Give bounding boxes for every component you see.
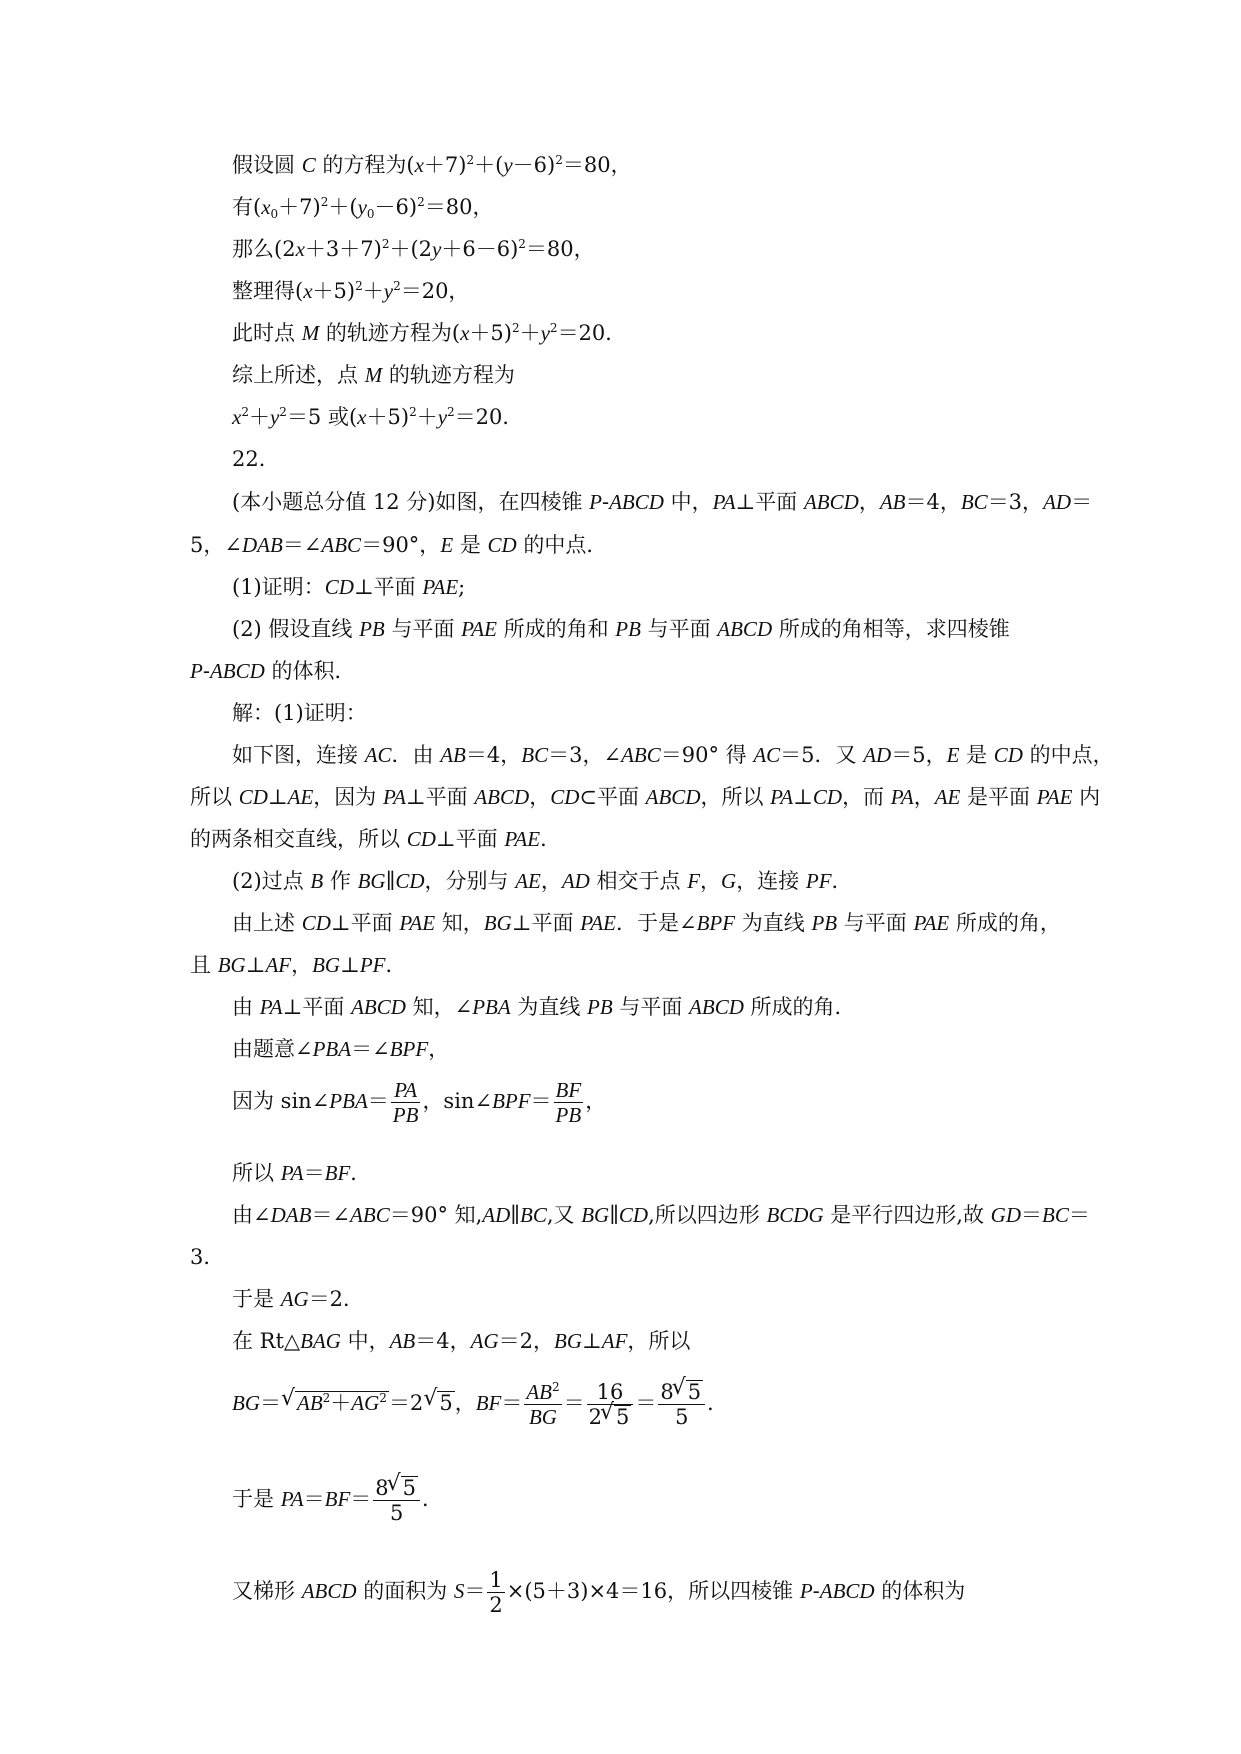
text-line: 于是 AG＝2． [232,1287,365,1311]
problem-number: 22． [232,447,280,471]
text-line: $x^2+y^2=5$ 或$(x+5)^2+y^2=20$． [232,405,524,429]
text-line: 由题意∠PBA＝∠BPF， [232,1037,450,1061]
text-line: 整理得$(x+5)^2+y^2=20$， [232,279,470,303]
text-line: 有$(x_0+7)^2+(y_0-6)^2=80$， [232,195,494,221]
text-line: BG＝√ $AB^2+AG^2=2√$ 5，BF＝ $\frac{AB^2}{BG}$ ＝ $\frac{16}{2√ 5}$ ＝ $\frac{8√ 5}{5}$ ． [232,1380,728,1429]
text-line: 于是 PA＝BF＝ $\frac{8√ 5}{5}$ ． [232,1476,443,1525]
text-line: 如下图，连接 AC．由 AB＝4，BC＝3，∠ABC＝90° 得 AC＝5．又 AD＝5，E 是 CD 的中点， [232,743,1114,767]
text-line: (1)证明：CD⊥平面 PAE; [232,575,466,599]
text-line: 所以 PA＝BF． [232,1161,372,1185]
text-line: 由 PA⊥平面 ABCD 知，∠PBA 为直线 PB 与平面 ABCD 所成的角． [232,995,856,1019]
text-line: 3． [190,1245,225,1269]
text-line: 因为 sin∠PBA＝ $\frac{PA}{PB}$ ，sin∠BPF＝ $\frac{BF}{PB}$ ， [232,1078,607,1127]
text-line: 那么$(2x+3+7)^2+(2y+6-6)^2=80$， [232,237,595,261]
text-line: (2)过点 B 作 BG∥CD，分别与 AE，AD 相交于点 F，G，连接 PF． [232,869,853,893]
text-line: 且 BG⊥AF，BG⊥PF． [190,953,407,977]
text-line: (2) 假设直线 PB 与平面 PAE 所成的角和 PB 与平面 ABCD 所成的角相等，求四棱锥 [232,617,1010,641]
text-line: 解：(1)证明： [232,701,367,725]
text-line: P-ABCD 的体积． [190,659,356,683]
text-line: 5，∠DAB＝∠ABC＝90°，E 是 CD 的中点． [190,533,608,557]
text-line: 所以 CD⊥AE，因为 PA⊥平面 ABCD，CD⊂平面 ABCD，所以 PA⊥CD，而 PA，AE 是平面 PAE 内 [190,785,1101,809]
text-line: 在 Rt△BAG 中，AB＝4，AG＝2，BG⊥AF，所以 [232,1329,691,1353]
text-line: 此时点 M 的轨迹方程为$(x+5)^2+y^2=20$． [232,321,627,345]
text-line: (本小题总分值 12 分)如图，在四棱锥 P-ABCD 中，PA⊥平面 ABCD，AB＝4，BC＝3，AD＝ [232,490,1093,514]
text-line: 的两条相交直线，所以 CD⊥平面 PAE． [190,827,562,851]
text-line: 又梯形 ABCD 的面积为 S＝ $\frac{1}{2}$ ×(5＋3)×4＝16，所以四棱锥 P-ABCD 的体积为 [232,1568,966,1617]
text-line: 综上所述，点 M 的轨迹方程为 [232,363,515,387]
text-line: 假设圆 C 的方程为$(x+7)^2+(y-6)^2=80$， [232,153,632,177]
text-line: 由上述 CD⊥平面 PAE 知，BG⊥平面 PAE．于是∠BPF 为直线 PB 与平面 PAE 所成的角， [232,911,1061,935]
text-line: 由∠DAB＝∠ABC＝90° 知,AD∥BC,又 BG∥CD,所以四边形 BCDG 是平行四边形,故 GD＝BC＝ [232,1203,1090,1227]
